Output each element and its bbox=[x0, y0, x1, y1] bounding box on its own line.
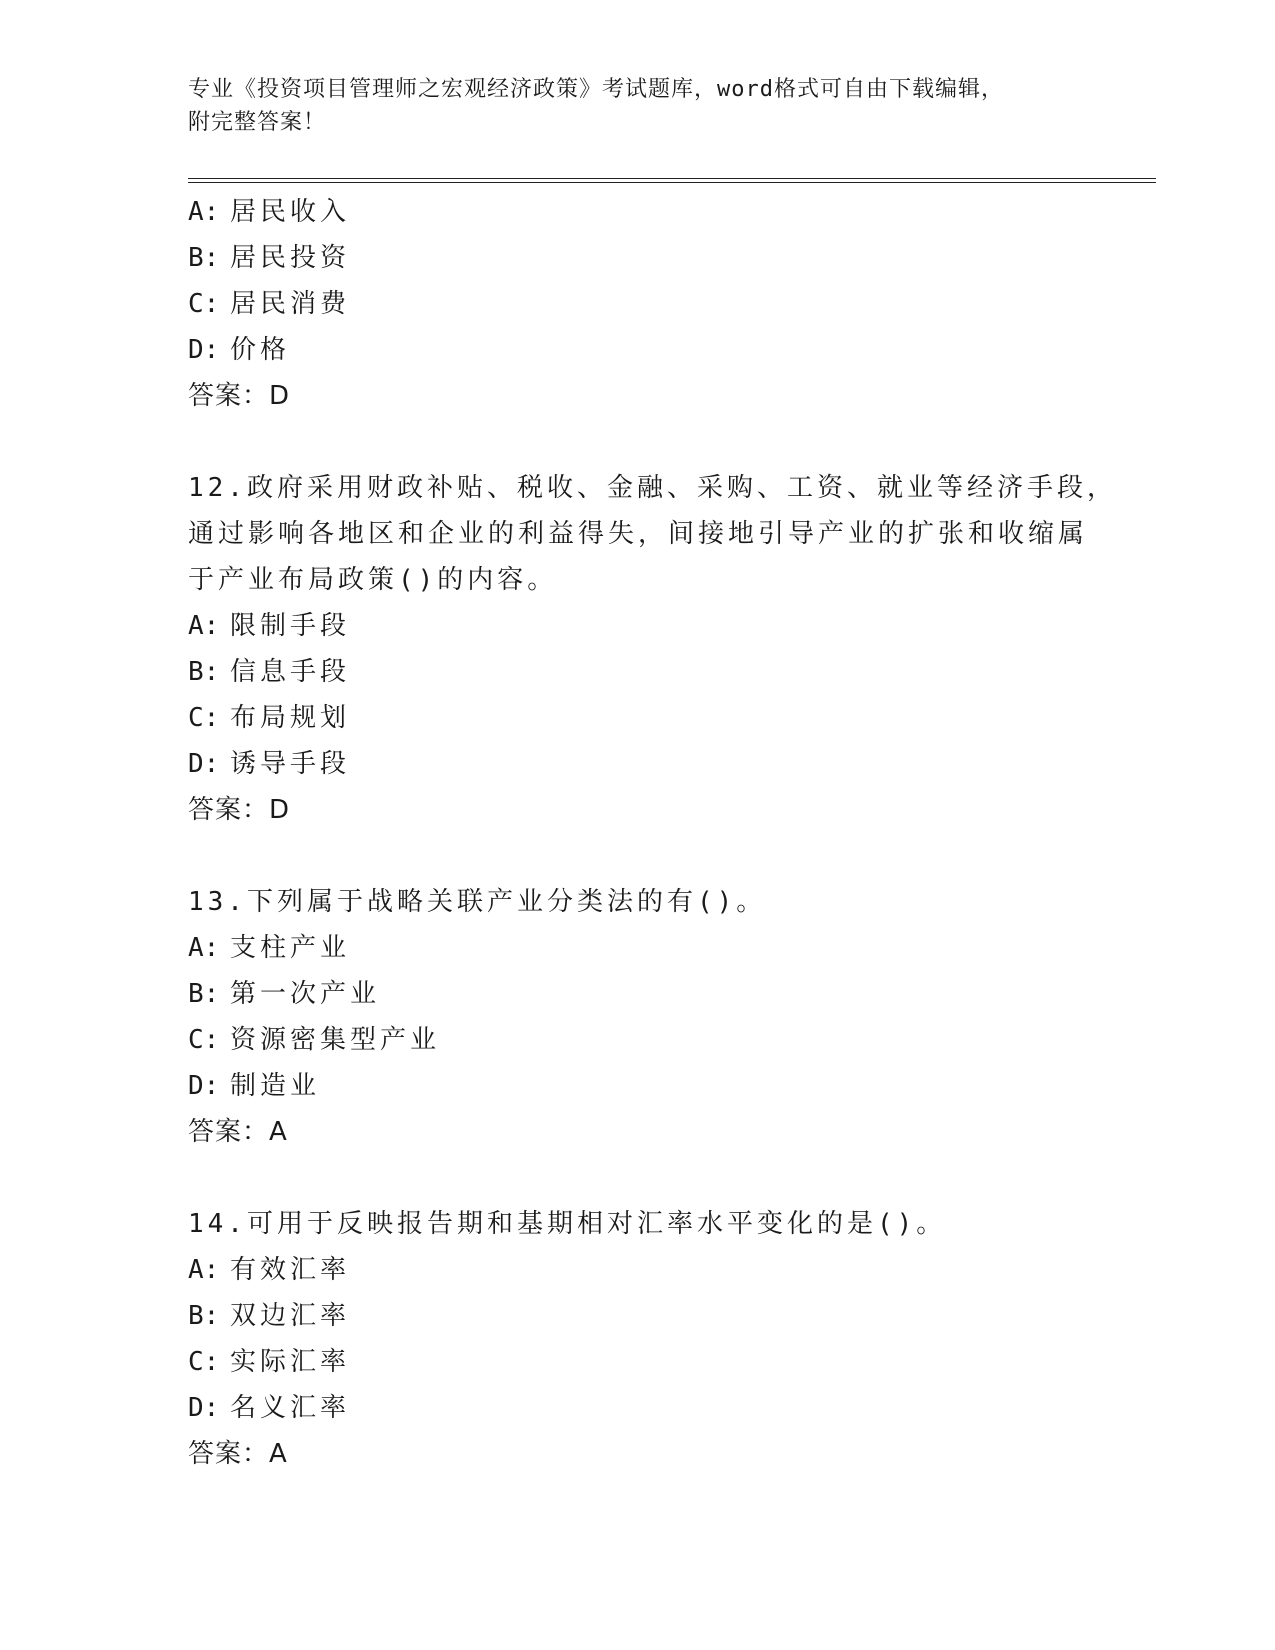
option-letter: D: bbox=[188, 749, 220, 779]
answer-line: 答案：D bbox=[188, 795, 291, 825]
question-stem-line: 14.可用于反映报告期和基期相对汇率水平变化的是()。 bbox=[188, 1209, 947, 1239]
option-letter: A: bbox=[188, 611, 220, 641]
option-text: 名义汇率 bbox=[230, 1393, 351, 1423]
option-d bbox=[188, 1063, 1156, 1109]
option-letter: B: bbox=[188, 243, 220, 273]
option-b bbox=[188, 649, 1156, 695]
option-text: 支柱产业 bbox=[230, 933, 351, 963]
option-letter: D: bbox=[188, 1071, 220, 1101]
option-letter: D: bbox=[188, 335, 220, 365]
option-text: 限制手段 bbox=[230, 611, 351, 641]
question-block bbox=[188, 465, 1156, 833]
option-d bbox=[188, 741, 1156, 787]
option-letter: C: bbox=[188, 289, 220, 319]
option-b bbox=[188, 235, 1156, 281]
option-letter: C: bbox=[188, 703, 220, 733]
option-text: 有效汇率 bbox=[230, 1255, 351, 1285]
question-block bbox=[188, 879, 1156, 1155]
option-letter: A: bbox=[188, 933, 220, 963]
option-b bbox=[188, 1293, 1156, 1339]
option-c bbox=[188, 695, 1156, 741]
question-stem-line: 12.政府采用财政补贴、税收、金融、采购、工资、就业等经济手段， bbox=[188, 473, 1117, 503]
option-text: 居民投资 bbox=[230, 243, 351, 273]
answer-line: 答案：D bbox=[188, 381, 291, 411]
header-line-1: 专业《投资项目管理师之宏观经济政策》考试题库，word格式可自由下载编辑， bbox=[188, 77, 1004, 102]
option-text: 信息手段 bbox=[230, 657, 351, 687]
option-text: 价格 bbox=[230, 335, 291, 365]
option-a bbox=[188, 1247, 1156, 1293]
option-letter: C: bbox=[188, 1025, 220, 1055]
option-text: 制造业 bbox=[230, 1071, 321, 1101]
option-a bbox=[188, 189, 1156, 235]
option-letter: A: bbox=[188, 1255, 220, 1285]
option-text: 居民消费 bbox=[230, 289, 351, 319]
question-stem-line: 于产业布局政策()的内容。 bbox=[188, 565, 558, 595]
option-letter: B: bbox=[188, 657, 220, 687]
option-text: 诱导手段 bbox=[230, 749, 351, 779]
question-stem-line: 13.下列属于战略关联产业分类法的有()。 bbox=[188, 887, 767, 917]
option-letter: B: bbox=[188, 1301, 220, 1331]
spacer bbox=[188, 833, 1156, 879]
question-stem-line: 通过影响各地区和企业的利益得失，间接地引导产业的扩张和收缩属 bbox=[188, 519, 1089, 549]
spacer bbox=[188, 419, 1156, 465]
option-letter: A: bbox=[188, 197, 220, 227]
option-text: 布局规划 bbox=[230, 703, 351, 733]
option-a bbox=[188, 925, 1156, 971]
option-text: 双边汇率 bbox=[230, 1301, 351, 1331]
option-c bbox=[188, 281, 1156, 327]
answer-line: 答案：A bbox=[188, 1117, 288, 1147]
header-divider bbox=[188, 178, 1156, 183]
option-text: 实际汇率 bbox=[230, 1347, 351, 1377]
option-letter: C: bbox=[188, 1347, 220, 1377]
question-block bbox=[188, 189, 1156, 419]
header-line-2: 附完整答案！ bbox=[188, 110, 327, 135]
option-c bbox=[188, 1017, 1156, 1063]
question-list bbox=[188, 189, 1156, 1477]
option-text: 资源密集型产业 bbox=[230, 1025, 441, 1055]
option-letter: B: bbox=[188, 979, 220, 1009]
option-text: 居民收入 bbox=[230, 197, 351, 227]
option-d bbox=[188, 327, 1156, 373]
answer-line: 答案：A bbox=[188, 1439, 288, 1469]
option-d bbox=[188, 1385, 1156, 1431]
spacer bbox=[188, 1155, 1156, 1201]
document-header bbox=[188, 73, 1088, 139]
option-c bbox=[188, 1339, 1156, 1385]
question-block bbox=[188, 1201, 1156, 1477]
option-a bbox=[188, 603, 1156, 649]
option-b bbox=[188, 971, 1156, 1017]
option-text: 第一次产业 bbox=[230, 979, 381, 1009]
option-letter: D: bbox=[188, 1393, 220, 1423]
